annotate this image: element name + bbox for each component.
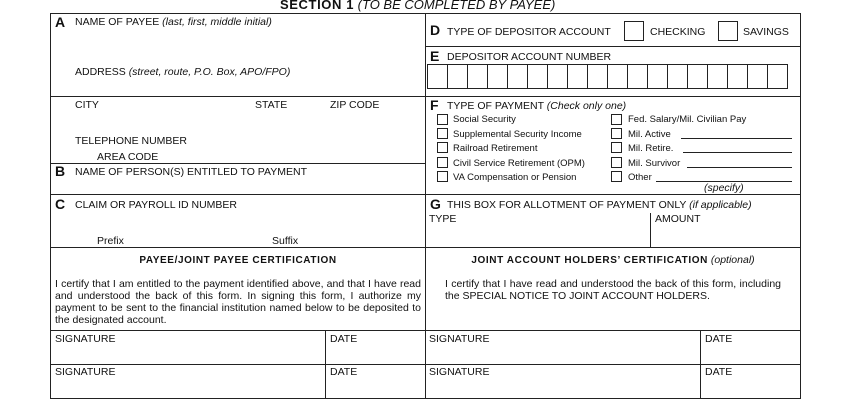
- letter-e: E: [430, 48, 440, 64]
- specify-label: (specify): [704, 182, 744, 194]
- state-label: STATE: [255, 99, 288, 111]
- payment-option-label: Mil. Survivor: [628, 158, 681, 169]
- signature-label-2: SIGNATURE: [55, 366, 116, 378]
- letter-g: G: [430, 196, 441, 212]
- area-code-label: AREA CODE: [97, 151, 159, 163]
- account-digit-box[interactable]: [427, 64, 448, 89]
- date-label-1: DATE: [330, 333, 358, 345]
- zip-label: ZIP CODE: [330, 99, 380, 111]
- mil-active-line[interactable]: [681, 138, 792, 139]
- city-label: CITY: [75, 99, 99, 111]
- section-title: [280, 0, 555, 12]
- joint-signature-label-2: SIGNATURE: [429, 366, 490, 378]
- fed-salary-checkbox[interactable]: [611, 114, 622, 125]
- letter-a: A: [55, 14, 66, 30]
- amount-label: AMOUNT: [655, 213, 701, 225]
- account-digit-box[interactable]: [707, 64, 728, 89]
- railroad-retirement-checkbox[interactable]: [437, 142, 448, 153]
- joint-signature-label-1: SIGNATURE: [429, 333, 490, 345]
- civil-service-checkbox[interactable]: [437, 157, 448, 168]
- account-digit-box[interactable]: [627, 64, 648, 89]
- line-cert: [50, 247, 801, 248]
- account-digit-box[interactable]: [567, 64, 588, 89]
- account-digit-box[interactable]: [467, 64, 488, 89]
- letter-b: B: [55, 163, 66, 179]
- account-digit-box[interactable]: [507, 64, 528, 89]
- social-security-checkbox[interactable]: [437, 114, 448, 125]
- joint-date-label-1: DATE: [705, 333, 733, 345]
- mil-retire-checkbox[interactable]: [611, 142, 622, 153]
- telephone-label: TELEPHONE NUMBER: [75, 135, 188, 147]
- line-b: [50, 163, 426, 164]
- joint-date-label-2: DATE: [705, 366, 733, 378]
- checking-checkbox[interactable]: [624, 21, 644, 41]
- account-digit-box[interactable]: [727, 64, 748, 89]
- right-border: [800, 13, 801, 399]
- savings-label: SAVINGS: [743, 26, 789, 38]
- address-label: ADDRESS (street, route, P.O. Box, APO/FPO): [75, 66, 291, 78]
- account-digit-box[interactable]: [447, 64, 468, 89]
- mil-active-checkbox[interactable]: [611, 128, 622, 139]
- prefix-label: Prefix: [97, 235, 124, 247]
- account-digit-box[interactable]: [527, 64, 548, 89]
- center-divider: [425, 13, 426, 398]
- section-title-paren: (TO BE COMPLETED BY PAYEE): [357, 0, 556, 12]
- line-a-address: [50, 96, 426, 97]
- bottom-border: [50, 398, 801, 399]
- payment-option-label: Railroad Retirement: [453, 143, 538, 154]
- mil-retire-line[interactable]: [683, 152, 792, 153]
- sig-divider-right: [700, 330, 701, 398]
- date-label-2: DATE: [330, 366, 358, 378]
- depositor-account-number-label: DEPOSITOR ACCOUNT NUMBER: [447, 51, 612, 63]
- signature-label-1: SIGNATURE: [55, 333, 116, 345]
- mil-survivor-checkbox[interactable]: [611, 157, 622, 168]
- sig-divider-left: [325, 330, 326, 398]
- account-digit-box[interactable]: [487, 64, 508, 89]
- joint-cert-text: I certify that I have read and understood the back of this form, including the SPECIAL NOTICE TO JOINT ACCOUNT HOLDERS.: [445, 278, 781, 302]
- payee-name-label: NAME OF PAYEE (last, first, middle initial): [75, 16, 272, 28]
- account-digit-box[interactable]: [667, 64, 688, 89]
- suffix-label: Suffix: [272, 235, 299, 247]
- line-sig2: [50, 364, 801, 365]
- line-g: [425, 194, 801, 195]
- line-e: [425, 46, 801, 47]
- letter-d: D: [430, 22, 441, 38]
- account-digit-box[interactable]: [587, 64, 608, 89]
- account-digit-box[interactable]: [767, 64, 788, 89]
- letter-f: F: [430, 97, 439, 113]
- joint-cert-title: JOINT ACCOUNT HOLDERS’ CERTIFICATION (optional): [471, 254, 755, 266]
- account-digit-box[interactable]: [687, 64, 708, 89]
- payment-type-label: TYPE OF PAYMENT (Check only one): [447, 100, 627, 112]
- type-label: TYPE: [429, 213, 457, 225]
- payment-option-label: Fed. Salary/Mil. Civilian Pay: [628, 114, 747, 125]
- payment-option-label: Supplemental Security Income: [453, 129, 582, 140]
- mil-survivor-line[interactable]: [687, 167, 792, 168]
- checking-label: CHECKING: [650, 26, 706, 38]
- account-digit-box[interactable]: [647, 64, 668, 89]
- type-amount-divider: [650, 213, 651, 247]
- payee-cert-title: PAYEE/JOINT PAYEE CERTIFICATION: [139, 255, 337, 266]
- account-digit-box[interactable]: [547, 64, 568, 89]
- payee-cert-text: I certify that I am entitled to the payment identified above, and that I have read and understood the back of this form. In signing this form, I authorize my payment to be sent to the financial institution named below to be deposited to the designated account.: [55, 278, 421, 326]
- payment-option-label: Mil. Active: [628, 129, 671, 140]
- payment-option-label: VA Compensation or Pension: [453, 172, 577, 183]
- line-c: [50, 194, 426, 195]
- persons-entitled-label: NAME OF PERSON(S) ENTITLED TO PAYMENT: [75, 166, 307, 178]
- account-digit-box[interactable]: [747, 64, 768, 89]
- savings-checkbox[interactable]: [718, 21, 738, 41]
- line-sig1: [50, 330, 801, 331]
- ssi-checkbox[interactable]: [437, 128, 448, 139]
- account-number-boxes: [427, 64, 797, 90]
- claim-number-label: CLAIM OR PAYROLL ID NUMBER: [75, 199, 238, 211]
- section-title-main: SECTION 1: [280, 0, 355, 12]
- va-compensation-checkbox[interactable]: [437, 171, 448, 182]
- line-f: [425, 96, 801, 97]
- payment-option-label: Mil. Retire.: [628, 143, 674, 154]
- account-digit-box[interactable]: [607, 64, 628, 89]
- payment-option-label: Social Security: [453, 114, 516, 125]
- allotment-label: THIS BOX FOR ALLOTMENT OF PAYMENT ONLY (if applicable): [447, 199, 752, 211]
- payment-option-label: Civil Service Retirement (OPM): [453, 158, 585, 169]
- other-checkbox[interactable]: [611, 171, 622, 182]
- left-border: [50, 13, 51, 399]
- payment-option-label: Other: [628, 172, 652, 183]
- depositor-account-type-label: TYPE OF DEPOSITOR ACCOUNT: [447, 26, 611, 38]
- letter-c: C: [55, 196, 66, 212]
